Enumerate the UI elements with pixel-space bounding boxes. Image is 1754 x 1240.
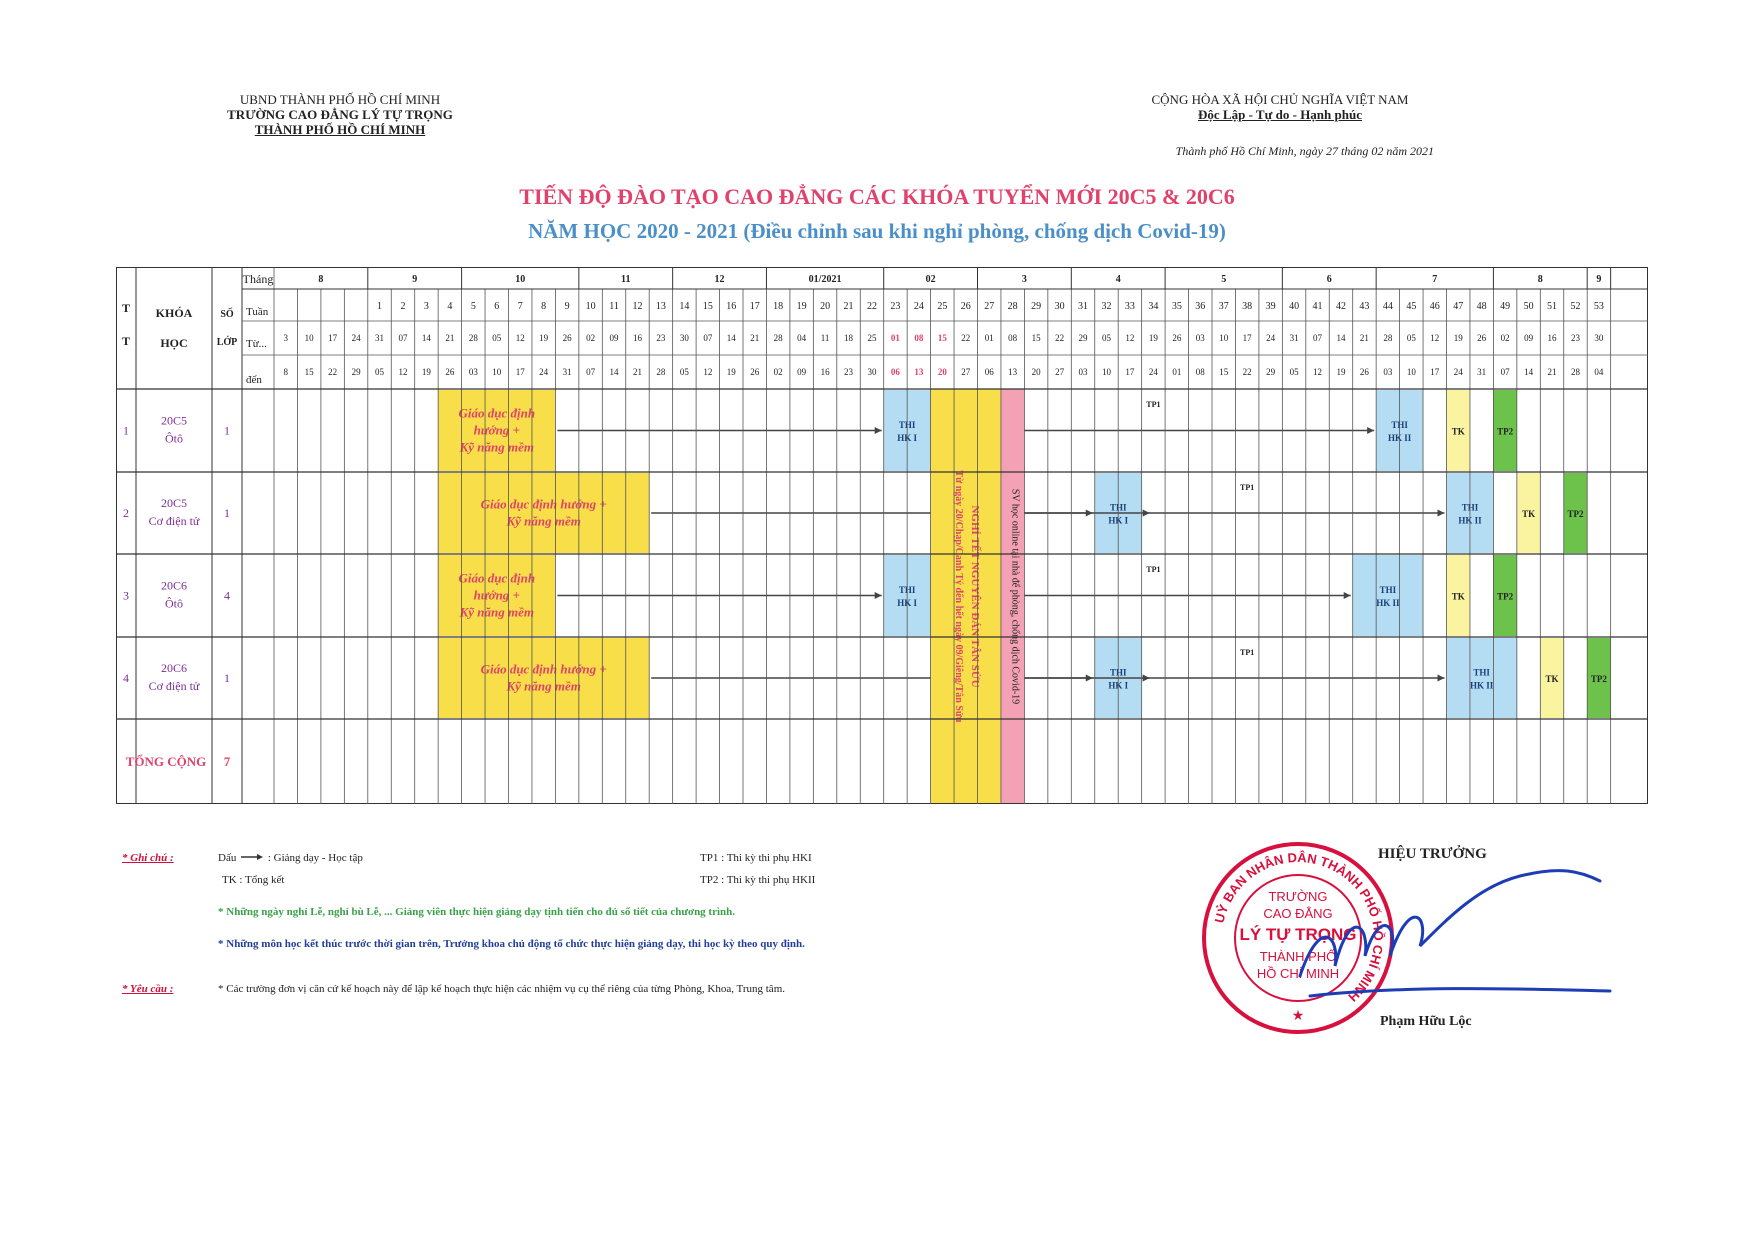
week-num-12: 9 — [564, 301, 570, 312]
week-from-47: 28 — [1383, 333, 1393, 343]
week-from-12: 26 — [562, 333, 572, 343]
so-header-2: LỚP — [216, 337, 238, 348]
week-to-36: 17 — [1125, 367, 1135, 377]
week-from-4: 31 — [375, 333, 385, 343]
month-label-3: 11 — [621, 274, 631, 285]
thi2-text-row3-line1: HK II — [1376, 598, 1400, 608]
week-num-52: 49 — [1500, 301, 1511, 312]
week-to-51: 31 — [1477, 367, 1487, 377]
week-num-22: 19 — [796, 301, 807, 312]
week-from-43: 31 — [1289, 333, 1299, 343]
arrow-b-row3-head — [1344, 592, 1351, 599]
week-from-37: 19 — [1148, 333, 1158, 343]
week-to-29: 27 — [961, 367, 971, 377]
week-to-6: 19 — [421, 367, 431, 377]
week-num-14: 11 — [609, 301, 619, 312]
week-to-37: 24 — [1148, 367, 1158, 377]
tp1-mark-row4: TP1 — [1240, 648, 1255, 657]
week-from-8: 28 — [468, 333, 478, 343]
week-to-20: 26 — [750, 367, 760, 377]
week-to-42: 29 — [1266, 367, 1276, 377]
week-num-13: 10 — [585, 301, 596, 312]
week-from-52: 02 — [1500, 333, 1510, 343]
tet-block — [931, 389, 1001, 804]
week-num-17: 14 — [679, 301, 690, 312]
header-left-line2: TRƯỜNG CAO ĐẲNG LÝ TỰ TRỌNG — [227, 107, 453, 122]
tet-text: NGHỈ TẾT NGUYÊN ĐÁN TÂN SỬU — [968, 505, 981, 688]
header-left-line1: UBND THÀNH PHỐ HỒ CHÍ MINH — [239, 92, 441, 107]
tet-sub-text: Từ ngày 20/Chạp/Canh Tý đến hết ngày 09/Giêng/Tân Sửu — [952, 470, 964, 723]
dau-text: : Giảng dạy - Học tập — [267, 852, 363, 864]
week-num-48: 45 — [1406, 301, 1417, 312]
arrow-icon — [239, 853, 265, 861]
week-to-0: 8 — [283, 367, 288, 377]
week-to-13: 07 — [586, 367, 596, 377]
week-from-50: 19 — [1453, 333, 1463, 343]
date-line: Thành phố Hồ Chí Minh, ngày 27 tháng 02 năm 2021 — [1175, 144, 1434, 158]
week-to-39: 08 — [1195, 367, 1205, 377]
arrow-c-row4-head — [1143, 675, 1150, 682]
week-from-13: 02 — [586, 333, 596, 343]
week-to-26: 06 — [890, 367, 900, 377]
week-num-18: 15 — [702, 301, 713, 312]
week-from-20: 21 — [750, 333, 760, 343]
thi1-text-row3-line0: THI — [898, 585, 916, 595]
row-so-3: 4 — [224, 588, 230, 603]
stamp-star-icon: ★ — [1291, 1009, 1305, 1024]
signature-scribble — [1280, 856, 1620, 1026]
week-to-18: 12 — [703, 367, 713, 377]
week-from-33: 22 — [1055, 333, 1065, 343]
week-to-33: 27 — [1055, 367, 1065, 377]
week-from-23: 11 — [820, 333, 830, 343]
den-label: đến — [246, 374, 262, 386]
week-to-31: 13 — [1008, 367, 1018, 377]
month-label-12: 8 — [1537, 274, 1543, 285]
tk-text-row3: TK — [1451, 591, 1465, 602]
week-num-42: 39 — [1265, 301, 1276, 312]
thi2-block-row3 — [1353, 555, 1423, 636]
week-to-38: 01 — [1172, 367, 1182, 377]
thi1-text-row2-line0: THI — [1109, 502, 1127, 513]
arrow-b-row2-head — [1438, 510, 1445, 517]
week-to-27: 13 — [914, 367, 924, 377]
week-to-5: 12 — [398, 367, 408, 377]
gddh-text-row1-line0: Giáo dục định — [458, 405, 536, 421]
week-num-19: 16 — [726, 301, 737, 312]
week-num-35: 32 — [1101, 301, 1112, 312]
tp1-note: TP1 : Thi kỳ thi phụ HKI — [700, 852, 812, 864]
week-to-2: 22 — [328, 367, 338, 377]
week-from-28: 15 — [937, 333, 947, 343]
stamp-ring-text: UỶ BAN NHÂN DÂN THÀNH PHỐ HỒ CHÍ MINH — [1211, 849, 1387, 1005]
week-num-5: 2 — [400, 301, 406, 312]
tp2-note: TP2 : Thi kỳ thi phụ HKII — [700, 874, 816, 886]
week-to-3: 29 — [351, 367, 361, 377]
thang-label: Tháng — [242, 272, 274, 286]
month-label-5: 01/2021 — [808, 274, 842, 285]
month-label-11: 7 — [1432, 274, 1438, 285]
header-left — [180, 92, 500, 137]
week-num-37: 34 — [1148, 301, 1159, 312]
week-to-14: 14 — [609, 367, 619, 377]
tt-header-2: T — [121, 334, 131, 348]
thi2-text-row4-line0: THI — [1473, 667, 1490, 678]
week-to-50: 24 — [1453, 367, 1463, 377]
header-right-line1: CỘNG HÒA XÃ HỘI CHỦ NGHĨA VIỆT NAM — [1151, 92, 1409, 107]
week-from-41: 17 — [1242, 333, 1252, 343]
arrow-c-row2-head — [1143, 510, 1150, 517]
week-to-53: 14 — [1524, 367, 1534, 377]
yeucau-text: * Các trường đơn vị căn cứ kế hoạch này để lập kế hoạch thực hiện các nhiệm vụ cụ thể riêng của từng Phòng, Khoa, Trung tâm. — [218, 983, 785, 995]
week-num-29: 26 — [960, 301, 971, 312]
thi2-text-row2-line1: HK II — [1458, 515, 1482, 526]
week-from-5: 07 — [398, 333, 408, 343]
week-num-4: 1 — [377, 301, 383, 312]
week-to-52: 07 — [1500, 367, 1510, 377]
total-value: 7 — [223, 754, 231, 769]
stamp-inner-4: THÀNH PHỐ — [1259, 949, 1337, 964]
month-label-8: 4 — [1115, 274, 1121, 285]
week-num-56: 53 — [1593, 301, 1604, 312]
gddh-text-row3-line1: hướng + — [473, 587, 520, 603]
week-num-11: 8 — [541, 301, 547, 312]
week-from-10: 12 — [515, 333, 525, 343]
week-to-47: 03 — [1383, 367, 1393, 377]
week-from-45: 14 — [1336, 333, 1346, 343]
thi1-text-row1-line1: HK I — [897, 433, 918, 443]
week-to-46: 26 — [1359, 367, 1369, 377]
week-from-29: 22 — [961, 333, 971, 343]
week-from-9: 05 — [492, 333, 502, 343]
week-to-1: 15 — [304, 367, 314, 377]
week-to-4: 05 — [375, 367, 385, 377]
row-code-3: 20C6 — [160, 578, 188, 593]
week-from-46: 21 — [1359, 333, 1369, 343]
tp2-text-row3: TP2 — [1497, 591, 1514, 602]
week-to-49: 17 — [1430, 367, 1440, 377]
month-label-7: 3 — [1021, 274, 1027, 285]
header-left-line3: THÀNH PHỐ HỒ CHÍ MINH — [254, 122, 426, 137]
week-num-36: 33 — [1124, 301, 1135, 312]
week-num-25: 22 — [866, 301, 877, 312]
week-num-34: 31 — [1078, 301, 1089, 312]
week-from-56: 30 — [1594, 333, 1604, 343]
week-to-41: 22 — [1242, 367, 1252, 377]
week-from-26: 01 — [890, 333, 900, 343]
week-num-39: 36 — [1195, 301, 1206, 312]
week-num-41: 38 — [1242, 301, 1253, 312]
week-to-28: 20 — [937, 367, 947, 377]
tp1-mark-row3: TP1 — [1146, 565, 1161, 574]
row-code-2: 20C5 — [160, 496, 188, 510]
week-from-3: 24 — [351, 333, 361, 343]
week-from-32: 15 — [1031, 333, 1041, 343]
week-from-44: 07 — [1313, 333, 1323, 343]
tp2-text-row1: TP2 — [1497, 426, 1514, 437]
week-num-33: 30 — [1054, 301, 1065, 312]
week-to-56: 04 — [1594, 367, 1604, 377]
stamp-inner-5: HỒ CHÍ MINH — [1256, 966, 1340, 981]
month-label-4: 12 — [714, 274, 725, 285]
thi1-text-row1-line0: THI — [898, 420, 916, 430]
thi2-block-row4 — [1447, 638, 1517, 718]
week-num-27: 24 — [913, 301, 924, 312]
gddh-text-row2-line1: Kỹ năng mềm — [506, 513, 581, 529]
week-to-40: 15 — [1219, 367, 1229, 377]
online-text: SV học online tại nhà để phòng, chống dịch Covid-19 — [1009, 488, 1021, 705]
week-to-30: 06 — [984, 367, 994, 377]
total-label: TỔNG CỘNG — [125, 754, 207, 769]
tp2-text-row4: TP2 — [1590, 674, 1607, 684]
week-from-0: 3 — [283, 333, 288, 343]
week-from-34: 29 — [1078, 333, 1088, 343]
tk-text-row1: TK — [1451, 426, 1465, 437]
week-to-23: 16 — [820, 367, 830, 377]
row-major-1: Ôtô — [165, 431, 183, 446]
week-to-44: 12 — [1313, 367, 1323, 377]
gddh-text-row3-line2: Kỹ năng mềm — [459, 604, 534, 620]
week-from-48: 05 — [1406, 333, 1416, 343]
week-num-54: 51 — [1547, 301, 1558, 312]
thi2-text-row1-line1: HK II — [1387, 433, 1412, 443]
gddh-text-row4-line0: Giáo dục định hướng + — [480, 661, 607, 677]
month-label-6: 02 — [925, 274, 936, 285]
week-num-15: 12 — [632, 301, 643, 312]
row-tt-2: 2 — [123, 506, 129, 520]
month-label-13: 9 — [1596, 274, 1602, 285]
week-from-1: 10 — [304, 333, 314, 343]
arrow-b-row1-head — [1367, 427, 1374, 434]
week-from-6: 14 — [421, 333, 431, 343]
week-num-16: 13 — [655, 301, 666, 312]
week-num-51: 48 — [1476, 301, 1487, 312]
week-to-7: 26 — [445, 367, 455, 377]
week-to-12: 31 — [562, 367, 572, 377]
week-from-36: 12 — [1125, 333, 1135, 343]
thi1-text-row4-line0: THI — [1109, 667, 1127, 678]
stamp-inner-1: TRƯỜNG — [1268, 889, 1328, 904]
week-to-21: 02 — [773, 367, 783, 377]
week-num-46: 43 — [1359, 301, 1370, 312]
table-border — [116, 267, 1648, 804]
week-from-22: 04 — [797, 333, 807, 343]
arrow-a-row1-head — [875, 427, 882, 434]
week-num-20: 17 — [749, 301, 760, 312]
khoa-header-2: HỌC — [160, 336, 188, 350]
week-from-18: 07 — [703, 333, 713, 343]
week-from-11: 19 — [539, 333, 549, 343]
tk-note: TK : Tổng kết — [222, 874, 285, 886]
gddh-text-row1-line2: Kỹ năng mềm — [459, 439, 534, 455]
week-to-25: 30 — [867, 367, 877, 377]
week-num-8: 5 — [470, 301, 476, 312]
gddh-text-row1-line1: hướng + — [473, 422, 520, 438]
week-num-6: 3 — [423, 301, 429, 312]
signature-role: HIỆU TRƯỞNG — [1378, 846, 1487, 862]
week-to-48: 10 — [1406, 367, 1416, 377]
week-to-24: 23 — [844, 367, 854, 377]
month-label-9: 5 — [1221, 274, 1227, 285]
tp1-mark-row2: TP1 — [1240, 483, 1255, 492]
week-num-49: 46 — [1429, 301, 1440, 312]
thi2-text-row3-line0: THI — [1379, 585, 1397, 595]
month-label-0: 8 — [318, 274, 324, 285]
week-to-35: 10 — [1101, 367, 1111, 377]
tt-header-1: T — [121, 301, 131, 315]
week-from-38: 26 — [1172, 333, 1182, 343]
row-so-2: 1 — [224, 506, 230, 520]
schedule-table — [116, 267, 1648, 804]
week-from-35: 05 — [1101, 333, 1111, 343]
row-tt-4: 4 — [123, 671, 129, 685]
week-from-31: 08 — [1008, 333, 1018, 343]
week-num-44: 41 — [1312, 301, 1323, 312]
row-so-1: 1 — [224, 423, 230, 438]
week-num-21: 18 — [773, 301, 784, 312]
week-num-50: 47 — [1453, 301, 1464, 312]
week-from-14: 09 — [609, 333, 619, 343]
week-num-9: 6 — [494, 301, 500, 312]
week-to-19: 19 — [726, 367, 736, 377]
thi1-text-row2-line1: HK I — [1108, 515, 1129, 526]
title-line1: TIẾN ĐỘ ĐÀO TẠO CAO ĐẲNG CÁC KHÓA TUYỂN MỚI 20C5 & 20C6 — [519, 184, 1235, 209]
stamp-inner-2: CAO ĐẲNG — [1263, 906, 1333, 921]
signature-name: Phạm Hữu Lộc — [1380, 1014, 1472, 1029]
week-from-55: 23 — [1570, 333, 1580, 343]
yeucau-label: * Yêu cầu : — [122, 983, 174, 995]
week-to-43: 05 — [1289, 367, 1299, 377]
week-to-10: 17 — [515, 367, 525, 377]
week-num-26: 23 — [890, 301, 901, 312]
arrow-a-row3-head — [875, 592, 882, 599]
week-from-16: 23 — [656, 333, 666, 343]
dau-note — [218, 852, 363, 864]
week-num-43: 40 — [1289, 301, 1300, 312]
green-note: * Những ngày nghỉ Lễ, nghỉ bù Lễ, ... Giảng viên thực hiện giảng dạy tịnh tiến cho đủ số tiết của chương trình. — [218, 906, 736, 918]
row-tt-1: 1 — [123, 423, 129, 438]
tk-text-row4: TK — [1545, 674, 1559, 684]
week-to-34: 03 — [1078, 367, 1088, 377]
week-from-7: 21 — [445, 333, 455, 343]
blue-note: * Những môn học kết thúc trước thời gian trên, Trưởng khoa chủ động tổ chức thực hiện giảng dạy, thi học kỳ theo quy định. — [218, 938, 805, 950]
gddh-text-row2-line0: Giáo dục định hướng + — [480, 496, 607, 512]
month-label-1: 9 — [412, 274, 418, 285]
thi2-text-row4-line1: HK II — [1470, 680, 1494, 691]
week-to-15: 21 — [632, 367, 642, 377]
so-header-1: SỐ — [220, 309, 234, 320]
row-major-4: Cơ điện tử — [148, 679, 200, 693]
week-num-28: 25 — [937, 301, 948, 312]
week-from-19: 14 — [726, 333, 736, 343]
week-from-39: 03 — [1195, 333, 1205, 343]
week-num-40: 37 — [1218, 301, 1229, 312]
month-label-2: 10 — [515, 274, 526, 285]
week-num-32: 29 — [1031, 301, 1042, 312]
thi2-text-row2-line0: THI — [1461, 502, 1479, 513]
week-num-55: 52 — [1570, 301, 1581, 312]
week-to-8: 03 — [468, 367, 478, 377]
week-from-53: 09 — [1524, 333, 1534, 343]
ghichu-label: * Ghi chú : — [122, 852, 174, 864]
week-num-24: 21 — [843, 301, 854, 312]
week-from-49: 12 — [1430, 333, 1440, 343]
week-from-24: 18 — [844, 333, 854, 343]
tk-text-row2: TK — [1522, 509, 1536, 519]
week-num-53: 50 — [1523, 301, 1534, 312]
tuan-label: Tuần — [246, 306, 269, 318]
week-from-15: 16 — [632, 333, 642, 343]
gddh-text-row4-line1: Kỹ năng mềm — [506, 678, 581, 694]
thi1-text-row3-line1: HK I — [897, 598, 918, 608]
week-num-47: 44 — [1382, 301, 1393, 312]
week-from-54: 16 — [1547, 333, 1557, 343]
week-from-51: 26 — [1477, 333, 1487, 343]
row-code-4: 20C6 — [160, 661, 188, 675]
week-to-22: 09 — [797, 367, 807, 377]
week-to-54: 21 — [1547, 367, 1557, 377]
thi2-text-row1-line0: THI — [1391, 420, 1408, 430]
title-line2: NĂM HỌC 2020 - 2021 (Điều chỉnh sau khi nghỉ phòng, chống dịch Covid-19) — [528, 219, 1226, 243]
dau-label: Dấu — [218, 852, 237, 864]
khoa-header-1: KHÓA — [155, 306, 193, 320]
week-to-45: 19 — [1336, 367, 1346, 377]
week-to-16: 28 — [656, 367, 666, 377]
week-to-17: 05 — [679, 367, 689, 377]
row-major-2: Cơ điện tử — [148, 514, 200, 528]
week-num-31: 28 — [1007, 301, 1018, 312]
week-from-42: 24 — [1266, 333, 1276, 343]
week-num-38: 35 — [1171, 301, 1182, 312]
tp2-text-row2: TP2 — [1567, 509, 1584, 519]
week-to-55: 28 — [1570, 367, 1580, 377]
row-code-1: 20C5 — [160, 413, 188, 428]
arrow-b-row4-head — [1438, 675, 1445, 682]
week-num-45: 42 — [1335, 301, 1346, 312]
week-to-9: 10 — [492, 367, 502, 377]
week-num-7: 4 — [447, 301, 453, 312]
week-from-21: 28 — [773, 333, 783, 343]
tp1-mark-row1: TP1 — [1146, 400, 1161, 409]
week-from-17: 30 — [679, 333, 689, 343]
week-num-30: 27 — [984, 301, 995, 312]
stamp-inner-3: LÝ TỰ TRỌNG — [1239, 925, 1357, 944]
month-label-10: 6 — [1326, 274, 1332, 285]
week-from-40: 10 — [1219, 333, 1229, 343]
header-right-line2: Độc Lập - Tự do - Hạnh phúc — [1198, 107, 1362, 122]
week-to-32: 20 — [1031, 367, 1041, 377]
week-num-23: 20 — [820, 301, 831, 312]
week-from-25: 25 — [867, 333, 877, 343]
row-tt-3: 3 — [123, 588, 129, 603]
week-from-30: 01 — [984, 333, 994, 343]
week-from-2: 17 — [328, 333, 338, 343]
week-from-27: 08 — [914, 333, 924, 343]
row-so-4: 1 — [224, 671, 230, 685]
tu-label: Từ... — [246, 338, 267, 350]
header-right — [1110, 92, 1450, 122]
gddh-text-row3-line0: Giáo dục định — [458, 570, 536, 586]
week-to-11: 24 — [539, 367, 549, 377]
row-major-3: Ôtô — [165, 596, 183, 611]
thi1-text-row4-line1: HK I — [1108, 680, 1129, 691]
week-num-10: 7 — [517, 301, 523, 312]
